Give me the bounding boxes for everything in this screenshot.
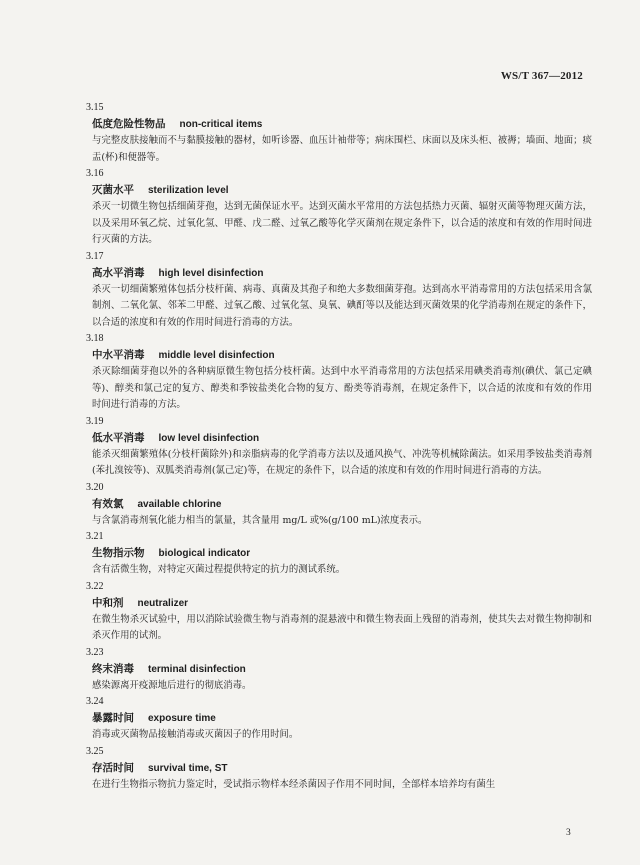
entry-number: 3.19 bbox=[86, 415, 104, 427]
entry-definition: 在进行生物指示物抗力鉴定时，受试指示物样本经杀菌因子作用不同时间，全部样本培养均有菌生 bbox=[92, 778, 496, 790]
entry-number: 3.22 bbox=[86, 580, 104, 592]
entry-term bbox=[92, 430, 592, 447]
entry-term bbox=[92, 710, 592, 727]
standard-code: WS/T 367—2012 bbox=[500, 70, 583, 82]
entry-term bbox=[92, 595, 592, 612]
entry-term bbox=[92, 265, 592, 282]
entry-term bbox=[92, 116, 592, 133]
term-zh: 有效氯 bbox=[92, 497, 124, 510]
term-en: terminal disinfection bbox=[148, 663, 246, 675]
entry-definition: 杀灭一切细菌繁殖体包括分枝杆菌、病毒、真菌及其孢子和绝大多数细菌芽孢。达到高水平消毒常用的方法包括采用含氯制剂、二氧化氯、邻苯二甲醛、过氧乙酸、过氧化氢、臭氧、碘酊等以及能达到灭菌效果的化学消毒剂在规定的条件下，以合适的浓度和有效的作用时间进行消毒的方法。 bbox=[92, 283, 592, 328]
entry-3-24 bbox=[86, 694, 592, 744]
term-zh: 存活时间 bbox=[92, 761, 134, 774]
definitions-list bbox=[86, 100, 592, 793]
term-en: biological indicator bbox=[158, 548, 251, 559]
entry-term bbox=[92, 347, 592, 364]
entry-term bbox=[92, 760, 592, 777]
term-en: non-critical items bbox=[179, 119, 263, 130]
entry-definition: 与完整皮肤接触而不与黏膜接触的器材，如听诊器、血压计袖带等；病床围栏、床面以及床头柜、被褥；墙面、地面；痰盂(杯)和便器等。 bbox=[92, 135, 592, 163]
entry-definition: 消毒或灭菌物品接触消毒或灭菌因子的作用时间。 bbox=[92, 729, 299, 740]
term-zh: 终末消毒 bbox=[92, 662, 134, 675]
term-en: middle level disinfection bbox=[158, 350, 275, 361]
term-en: available chlorine bbox=[137, 498, 222, 510]
entry-term bbox=[92, 182, 592, 199]
term-zh: 中水平消毒 bbox=[92, 349, 145, 361]
term-zh: 中和剂 bbox=[92, 596, 124, 609]
entry-3-23 bbox=[86, 645, 592, 695]
term-en: survival time, ST bbox=[148, 762, 228, 774]
term-zh: 低度危险性物品 bbox=[92, 118, 166, 130]
entry-term bbox=[92, 545, 592, 562]
term-en: neutralizer bbox=[137, 597, 189, 609]
entry-number: 3.25 bbox=[86, 745, 104, 757]
entry-definition: 在微生物杀灭试验中，用以消除试验微生物与消毒剂的混悬液中和微生物表面上残留的消毒剂，使其失去对微生物抑制和杀灭作用的试剂。 bbox=[92, 613, 592, 641]
entry-number: 3.15 bbox=[86, 102, 104, 113]
term-zh: 低水平消毒 bbox=[92, 431, 145, 444]
entry-definition: 含有活微生物，对特定灭菌过程提供特定的抗力的测试系统。 bbox=[92, 564, 346, 575]
term-zh: 暴露时间 bbox=[92, 712, 134, 724]
term-zh: 高水平消毒 bbox=[92, 266, 145, 279]
entry-number: 3.20 bbox=[86, 481, 104, 493]
entry-definition: 杀灭除细菌芽孢以外的各种病原微生物包括分枝杆菌。达到中水平消毒常用的方法包括采用碘类消毒剂(碘伏、氯己定碘等)、醇类和氯己定的复方、醇类和季铵盐类化合物的复方、酚类等消毒剂，在规定条件下，以合适的浓度和有效的作用时间进行消毒的方法。 bbox=[92, 366, 592, 410]
entry-number: 3.23 bbox=[86, 646, 104, 658]
term-en: exposure time bbox=[148, 713, 216, 724]
entry-3-17 bbox=[86, 249, 592, 332]
term-zh: 灭菌水平 bbox=[92, 184, 134, 196]
entry-3-15 bbox=[86, 100, 592, 166]
entry-definition: 与含氯消毒剂氧化能力相当的氯量，其含量用 mg/L 或%(g/100 mL)浓度表示。 bbox=[92, 514, 428, 526]
entry-number: 3.18 bbox=[86, 333, 104, 344]
entry-3-21 bbox=[86, 529, 592, 579]
entry-number: 3.16 bbox=[86, 168, 104, 179]
term-en: sterilization level bbox=[148, 185, 229, 196]
entry-3-16 bbox=[86, 166, 592, 249]
term-en: high level disinfection bbox=[158, 267, 264, 279]
entry-3-22 bbox=[86, 579, 592, 645]
entry-number: 3.17 bbox=[86, 250, 104, 262]
page-number: 3 bbox=[566, 828, 571, 838]
entry-3-18 bbox=[86, 331, 592, 414]
term-zh: 生物指示物 bbox=[92, 547, 145, 559]
entry-3-25 bbox=[86, 744, 592, 794]
entry-definition: 感染源离开疫源地后进行的彻底消毒。 bbox=[92, 679, 252, 691]
entry-3-19 bbox=[86, 414, 592, 480]
entry-number: 3.24 bbox=[86, 696, 104, 707]
entry-term bbox=[92, 661, 592, 678]
entry-definition: 杀灭一切微生物包括细菌芽孢，达到无菌保证水平。达到灭菌水平常用的方法包括热力灭菌、辐射灭菌等物理灭菌方法，以及采用环氧乙烷、过氧化氢、甲醛、戊二醛、过氧乙酸等化学灭菌剂在规定条件下，以合适的浓度和有效的作用时间进行灭菌的方法。 bbox=[92, 201, 592, 245]
entry-term bbox=[92, 496, 592, 513]
entry-3-20 bbox=[86, 480, 592, 530]
term-en: low level disinfection bbox=[158, 432, 260, 444]
entry-definition: 能杀灭细菌繁殖体(分枝杆菌除外)和亲脂病毒的化学消毒方法以及通风换气、冲洗等机械除菌法。如采用季铵盐类消毒剂(苯扎溴铵等)、双胍类消毒剂(氯己定)等，在规定的条件下，以合适的浓度和有效的作用时间进行消毒的方法。 bbox=[92, 448, 592, 476]
entry-number: 3.21 bbox=[86, 531, 104, 542]
